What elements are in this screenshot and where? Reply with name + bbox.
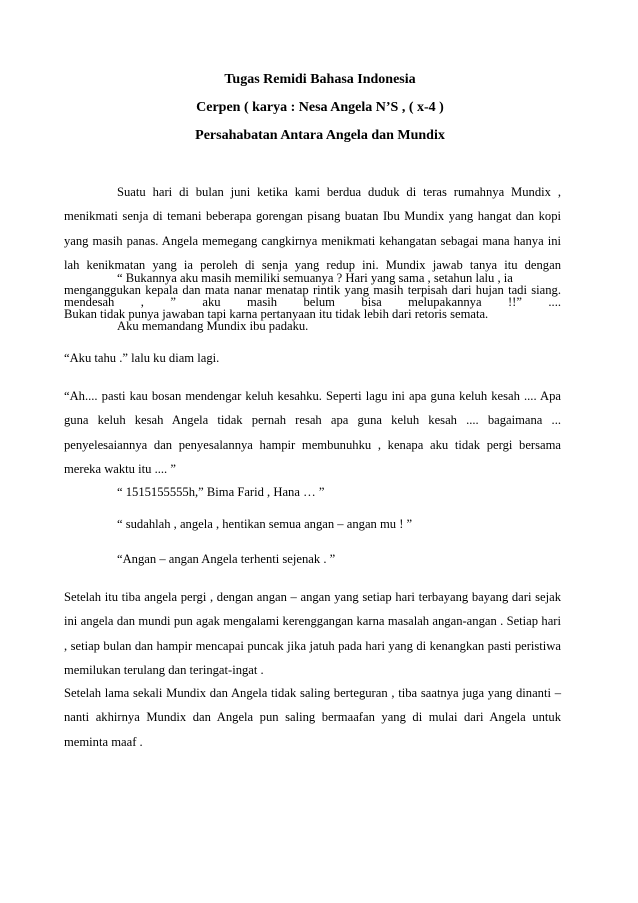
word: !!” [507,295,522,309]
word: bisa [361,295,382,309]
paragraph-8: Setelah itu tiba angela pergi , dengan angan – angan yang setiap hari terbayang bayang dari sejak ini angela dan mundi pun agak mengalami kerenggangan karna masalah angan-angan . Setiap hari , setiap bulan dan hampir mencapai puncak jika jatuh pada hari yang di kenangkan pasti peristiwa memilukan terulang dan teringat-ingat . [64,590,561,678]
paragraph-2-line-1: “ Bukannya aku masih memiliki semuanya ? Hari yang sama , setahun lalu , ia [117,271,513,285]
word: belum [303,295,335,309]
paragraph-5: “ 1515155555h,” Bima Farid , Hana … ” [117,485,325,499]
word: melupakannya [408,295,482,309]
paragraph-4: “Ah.... pasti kau bosan mendengar keluh kesahku. Seperti lagu ini apa guna keluh kesah .... Apa guna keluh kesah Angela tidak pernah resah apa guna keluh kesah .... bagaimana ... penyelesaiannya dan penyesalannya hampir membunuhku , kenapa aku tidak pergi bersama mereka waktu itu .... ” [64,389,561,477]
paragraph-2-line-2 [64,290,561,314]
word: mendesah [64,295,115,309]
word: , [140,295,144,309]
paragraph-3: “Aku tahu .” lalu ku diam lagi. [64,351,220,365]
document-subtitle: Cerpen ( karya : Nesa Angela N’S , ( x-4 ) [196,100,444,115]
paragraph-1: Suatu hari di bulan juni ketika kami berdua duduk di teras rumahnya Mundix , menikmati senja di temani beberapa gorengan pisang buatan Ibu Mundix yang hangat dan kopi yang masih panas. Angela memegang cangkirnya menikmati kehangatan sebagai mana hanya ini lah kenikmatan yang ia peroleh di senja yang redup ini. Mundix jawab tanya itu dengan menganggukan kepala dan mata nanar menatap rintik yang masih terpisah dari hujan tadi siang. Bukan tidak punya jawaban tapi karna pertanyaan itu tidak lebih dari retoris semata. [64,185,561,322]
document-title: Tugas Remidi Bahasa Indonesia [224,72,416,87]
word: ” [170,295,176,309]
paragraph-9: Setelah lama sekali Mundix dan Angela tidak saling berteguran , tiba saatnya juga yang dinanti – nanti akhirnya Mundix dan Angela pun saling bermaafan yang di mulai dari Angela untuk meminta maaf . [64,686,561,749]
word: .... [548,295,561,309]
paragraph-2-line-3: Aku memandang Mundix ibu padaku. [117,319,309,333]
word: aku [202,295,221,309]
paragraph-6: “ sudahlah , angela , hentikan semua angan – angan mu ! ” [117,517,413,531]
story-title: Persahabatan Antara Angela dan Mundix [195,128,445,143]
word: masih [246,295,278,309]
paragraph-7: “Angan – angan Angela terhenti sejenak . ” [117,552,336,566]
